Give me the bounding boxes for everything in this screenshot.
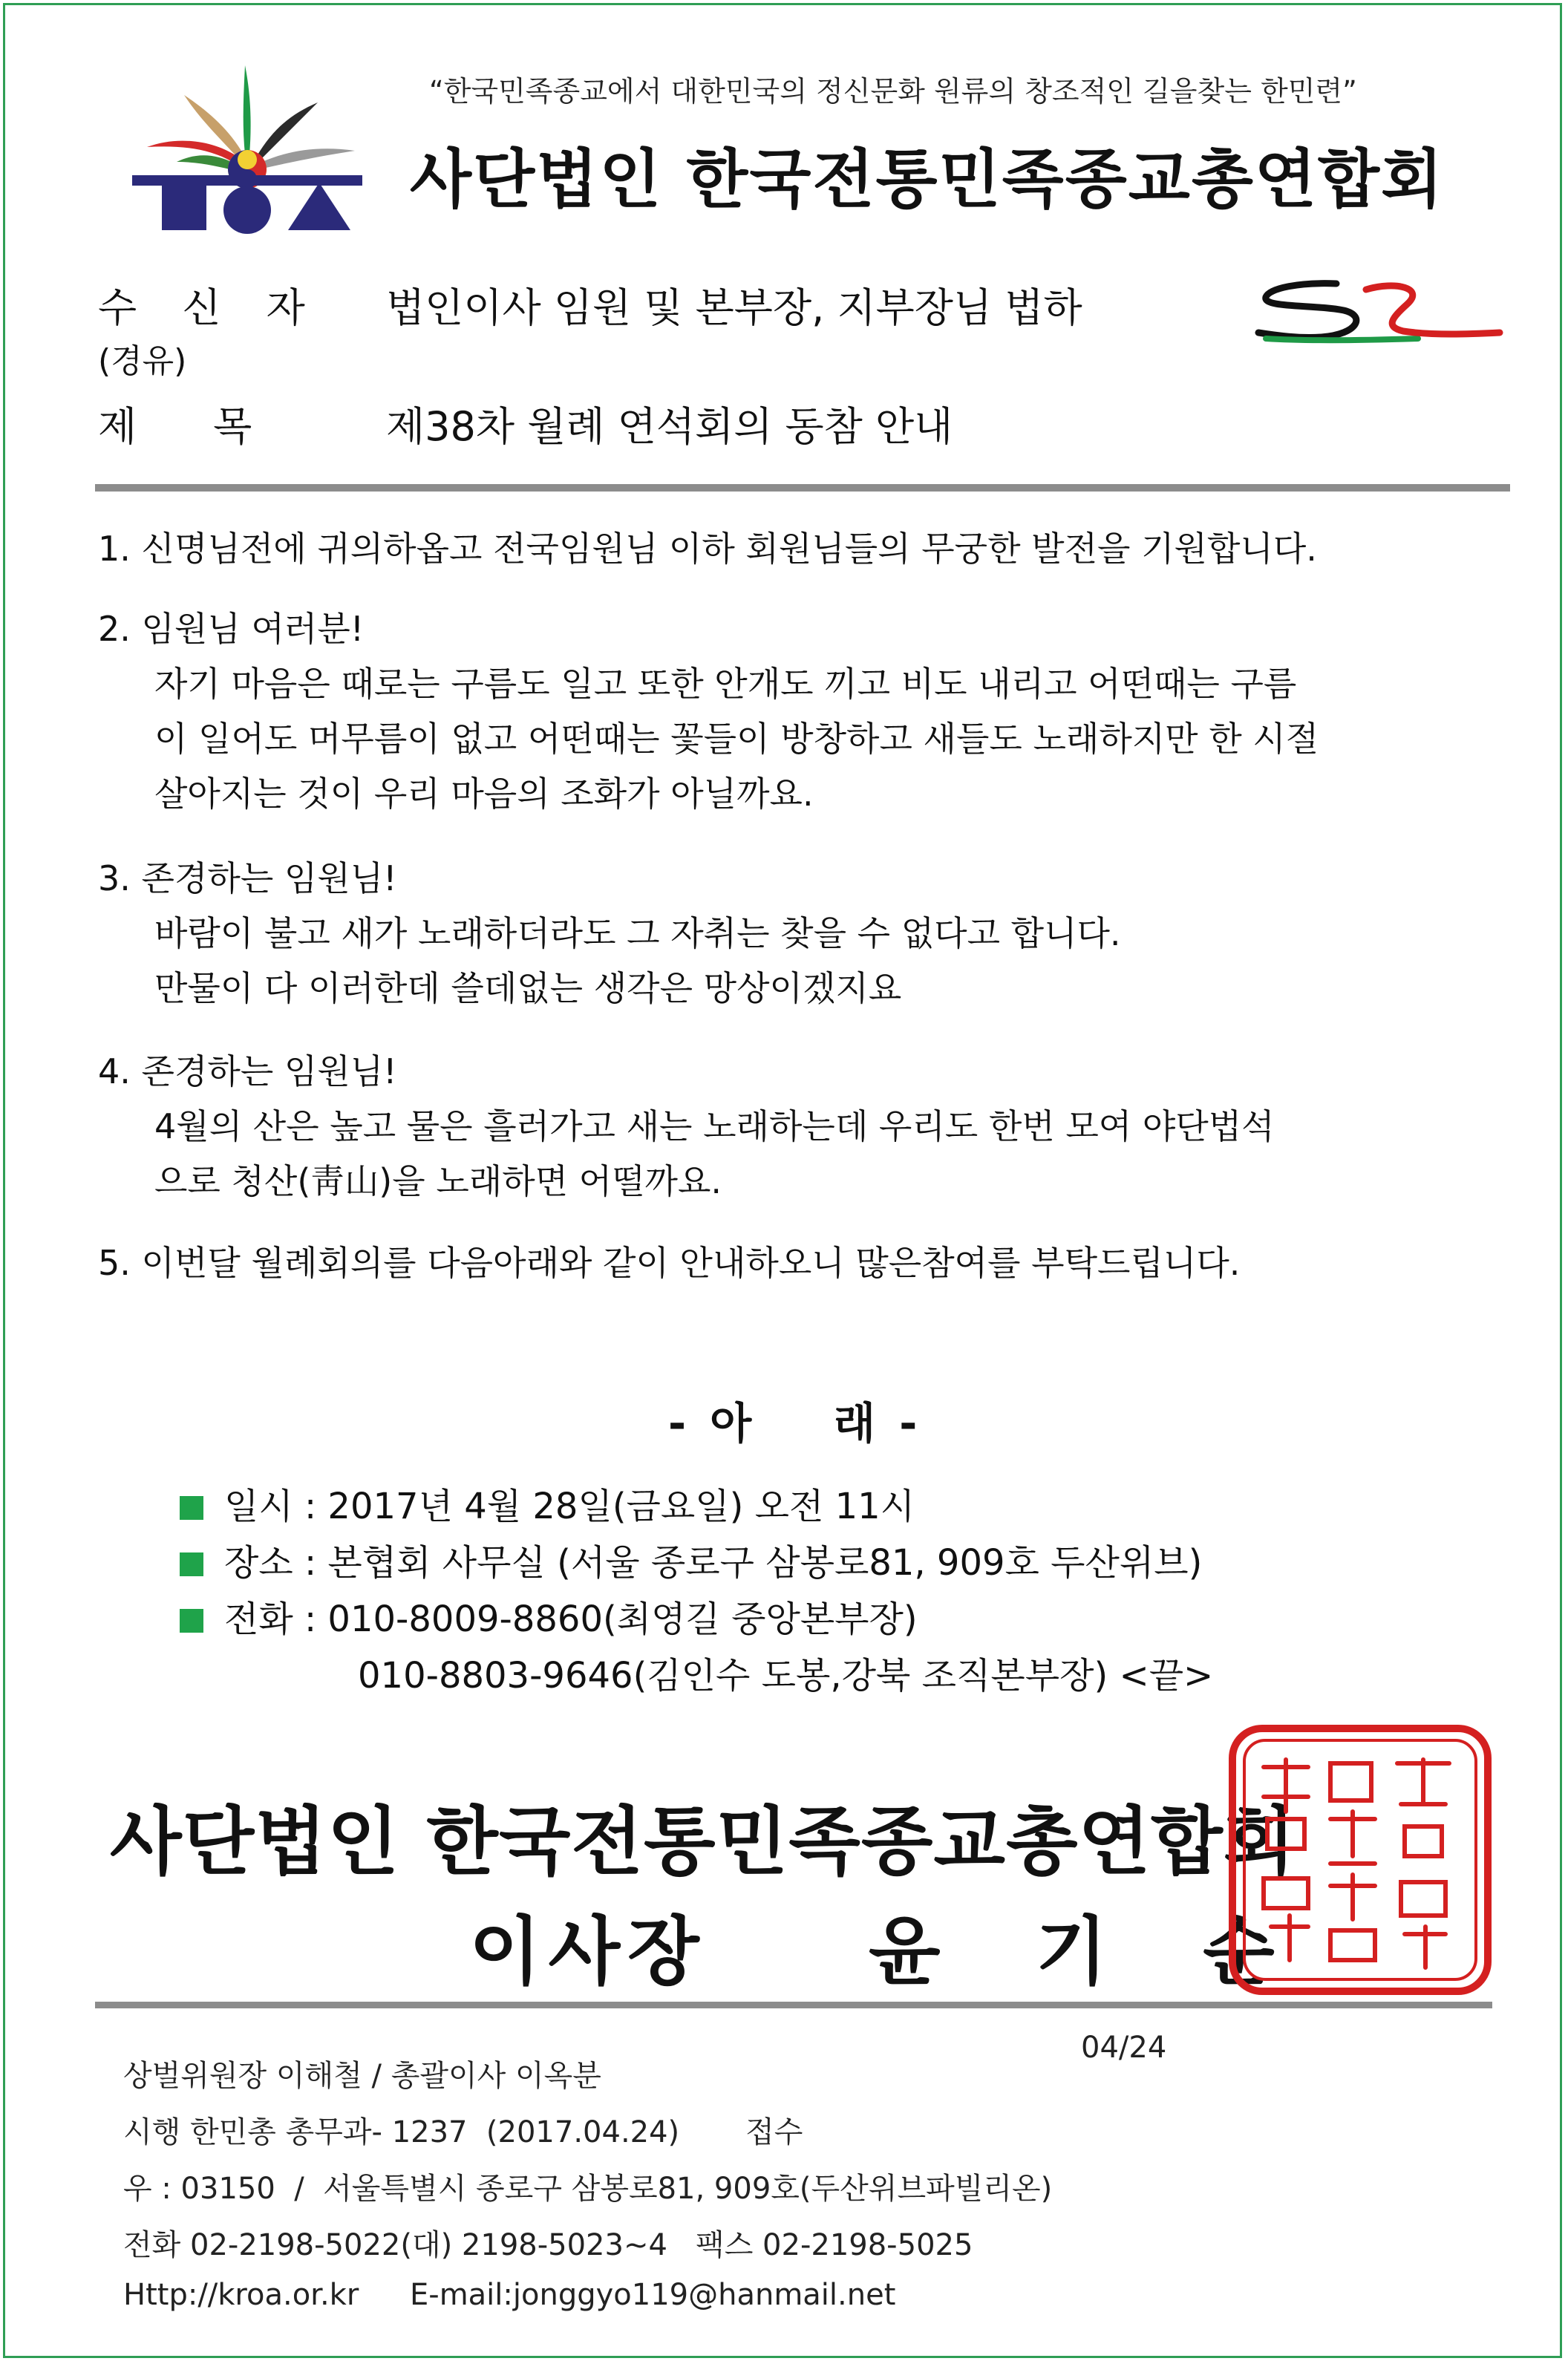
org-title: 사단법인 한국전통민족종교총연합회 — [410, 143, 1445, 217]
header-divider — [95, 484, 1510, 492]
subject-label: 제 목 — [98, 403, 252, 450]
paragraph-2-title: 2. 임원님 여러분! — [98, 609, 365, 649]
recipient-value: 법인이사 임원 및 본부장, 지부장님 법하 — [386, 284, 1082, 331]
notice-item-date: 일시 : 2017년 4월 28일(금요일) 오전 11시 — [180, 1478, 915, 1529]
paragraph-3-line: 만물이 다 이러한데 쓸데없는 생각은 망상이겠지요 — [154, 968, 902, 1008]
paragraph-3-line: 바람이 불고 새가 노래하더라도 그 자취는 찾을 수 없다고 합니다. — [154, 913, 1121, 953]
official-seal — [1226, 1723, 1494, 1997]
notice-heading: - 아 래 - — [668, 1398, 922, 1449]
notice-item-place: 장소 : 본협회 사무실 (서울 종로구 삼봉로81, 909호 두산위브) — [180, 1534, 1202, 1585]
footer-doc-number: 시행 한민총 총무과- 1237 (2017.04.24) 접수 — [123, 2115, 803, 2149]
paragraph-3-title: 3. 존경하는 임원님! — [98, 858, 397, 898]
chair-name: 윤 기 순 — [869, 1908, 1279, 1995]
paragraph-4-title: 4. 존경하는 임원님! — [98, 1051, 397, 1091]
paragraph-2 — [98, 601, 1319, 821]
paragraph-5 — [98, 1235, 1240, 1290]
footer-email-link[interactable]: E-mail:jonggyo119@hanmail.net — [410, 2278, 896, 2312]
paragraph-3 — [98, 851, 1121, 1016]
paragraph-1 — [98, 521, 1317, 576]
footer-date-mark: 04/24 — [1081, 2031, 1167, 2065]
green-square-bullet-icon — [180, 1609, 203, 1633]
paragraph-5-text: 5. 이번달 월례회의를 다음아래와 같이 안내하오니 많은참여를 부탁드립니다. — [98, 1243, 1241, 1283]
footer-staff: 상벌위원장 이해철 / 총괄이사 이옥분 — [123, 2059, 601, 2093]
footer-website-link[interactable]: Http://kroa.or.kr — [123, 2278, 359, 2312]
green-square-bullet-icon — [180, 1552, 203, 1576]
notice-extra-phone: 010-8803-9646(김인수 도봉,강북 조직본부장) <끝> — [358, 1655, 1214, 1697]
footer-address: 우 : 03150 / 서울특별시 종로구 삼봉로81, 909호(두산위브파빌리온) — [123, 2172, 1053, 2206]
handwritten-signature — [1255, 275, 1507, 349]
paragraph-2-line: 자기 마음은 때로는 구름도 일고 또한 안개도 끼고 비도 내리고 어떤때는 구름 — [154, 664, 1297, 704]
subject-value: 제38차 월례 연석회의 동참 안내 — [386, 403, 953, 450]
notice-item-phone: 전화 : 010-8009-8860(최영길 중앙본부장) — [180, 1590, 918, 1642]
footer-divider — [95, 2002, 1492, 2008]
recipient-label: 수 신 자 — [98, 284, 321, 331]
paragraph-4-line: 4월의 산은 높고 물은 흘러가고 새는 노래하는데 우리도 한번 모여 야단법석 — [154, 1106, 1275, 1146]
paragraph-4-line: 으로 청산(靑山)을 노래하면 어떨까요. — [154, 1161, 722, 1201]
paragraph-4 — [98, 1044, 1275, 1209]
chair-title: 이사장 — [469, 1908, 707, 1995]
org-slogan: “한국민족종교에서 대한민국의 정신문화 원류의 창조적인 길을찾는 한민련” — [429, 75, 1357, 108]
footer-phone-fax: 전화 02-2198-5022(대) 2198-5023~4 팩스 02-2198-5025 — [123, 2228, 973, 2262]
paragraph-1-text: 1. 신명님전에 귀의하옵고 전국임원님 이하 회원님들의 무궁한 발전을 기원합니다. — [98, 529, 1317, 569]
org-logo — [132, 58, 362, 236]
signature-org: 사단법인 한국전통민족종교총연합회 — [110, 1798, 1296, 1885]
paragraph-2-line: 살아지는 것이 우리 마음의 조화가 아닐까요. — [154, 774, 814, 814]
via-label: (경유) — [98, 342, 187, 380]
green-square-bullet-icon — [180, 1496, 203, 1520]
paragraph-2-line: 이 일어도 머무름이 없고 어떤때는 꽃들이 방창하고 새들도 노래하지만 한 시절 — [154, 719, 1319, 759]
